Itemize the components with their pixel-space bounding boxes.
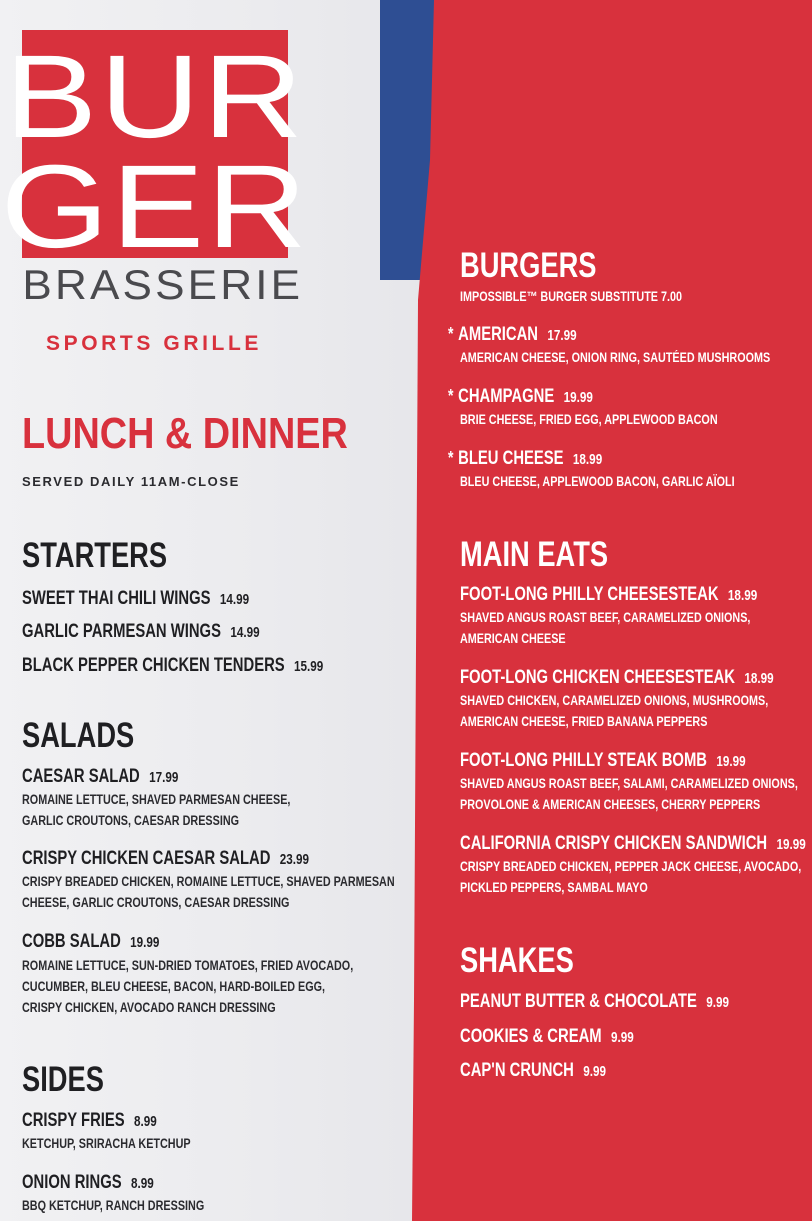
item-name: COBB SALAD — [22, 931, 121, 952]
desc-line: CHEESE, GARLIC CROUTONS, CAESAR DRESSING — [22, 895, 290, 910]
sports-grille-tagline: SPORTS GRILLE — [46, 332, 262, 355]
star-marker: * — [448, 324, 454, 344]
desc-line: AMERICAN CHEESE, FRIED BANANA PEPPERS — [460, 714, 708, 729]
logo-word-bur: BUR — [4, 31, 306, 163]
desc-line: PROVOLONE & AMERICAN CHEESES, CHERRY PEPPERS — [460, 797, 761, 812]
item-price: 18.99 — [727, 587, 758, 604]
desc-line: CUCUMBER, BLEU CHEESE, BACON, HARD-BOILED EGG, — [22, 979, 326, 994]
item-name: COOKIES & CREAM — [460, 1026, 602, 1047]
item-description — [460, 409, 718, 430]
burger-substitute-note: IMPOSSIBLE™ BURGER SUBSTITUTE 7.00 — [460, 289, 683, 304]
desc-line: BRIE CHEESE, FRIED EGG, APPLEWOOD BACON — [460, 412, 718, 427]
item-price: 19.99 — [776, 836, 806, 853]
starter-item — [22, 621, 260, 643]
item-name: ONION RINGS — [22, 1172, 122, 1193]
item-name: FOOT-LONG PHILLY CHEESESTEAK — [460, 584, 719, 605]
salad-item — [22, 848, 309, 870]
star-marker: * — [448, 448, 454, 468]
desc-line: AMERICAN CHEESE — [460, 631, 566, 646]
main-item — [460, 584, 757, 606]
item-name: CAP'N CRUNCH — [460, 1060, 574, 1081]
desc-line: ROMAINE LETTUCE, SHAVED PARMESAN CHEESE, — [22, 792, 291, 807]
item-name: CALIFORNIA CRISPY CHICKEN SANDWICH — [460, 833, 768, 854]
item-name: FOOT-LONG CHICKEN CHEESESTEAK — [460, 667, 736, 688]
salad-item — [22, 766, 178, 788]
starter-item — [22, 655, 323, 677]
burger-item — [448, 448, 602, 470]
item-price: 9.99 — [610, 1029, 634, 1046]
desc-line: ROMAINE LETTUCE, SUN-DRIED TOMATOES, FRIED AVOCADO, — [22, 958, 354, 973]
item-description — [460, 856, 801, 898]
desc-line: SHAVED ANGUS ROAST BEEF, CARAMELIZED ONIONS, — [460, 610, 751, 625]
item-description — [22, 1133, 191, 1154]
item-name: CRISPY CHICKEN CAESAR SALAD — [22, 848, 271, 869]
star-marker: * — [448, 386, 454, 406]
desc-line: KETCHUP, SRIRACHA KETCHUP — [22, 1136, 191, 1151]
item-price: 14.99 — [230, 624, 260, 641]
item-description — [22, 871, 395, 913]
starters-heading: STARTERS — [22, 536, 168, 575]
desc-line: SHAVED ANGUS ROAST BEEF, SALAMI, CARAMELIZED ONIONS, — [460, 776, 798, 791]
salad-item — [22, 931, 159, 953]
main-eats-heading: MAIN EATS — [460, 535, 609, 574]
item-name: FOOT-LONG PHILLY STEAK BOMB — [460, 750, 708, 771]
item-price: 18.99 — [572, 451, 603, 468]
item-description — [22, 955, 353, 1018]
item-price: 19.99 — [716, 753, 746, 770]
item-name: CRISPY FRIES — [22, 1110, 125, 1131]
item-price: 15.99 — [294, 658, 324, 675]
served-hours: SERVED DAILY 11AM-CLOSE — [22, 474, 240, 489]
item-name: BLEU CHEESE — [458, 448, 564, 469]
side-item — [22, 1172, 154, 1194]
item-name: CAESAR SALAD — [22, 766, 140, 787]
menu-title: LUNCH & DINNER — [22, 409, 348, 458]
shake-item — [460, 991, 729, 1013]
desc-line: PICKLED PEPPERS, SAMBAL MAYO — [460, 880, 648, 895]
item-description — [460, 471, 735, 492]
main-item — [460, 667, 774, 689]
item-price: 18.99 — [744, 670, 774, 687]
item-description — [22, 1195, 204, 1216]
desc-line: CRISPY CHICKEN, AVOCADO RANCH DRESSING — [22, 1000, 276, 1015]
burger-logo — [0, 30, 310, 273]
item-price: 9.99 — [706, 994, 729, 1011]
brasserie-wordmark: BRASSERIE — [22, 261, 304, 308]
salads-heading: SALADS — [22, 716, 135, 755]
item-name: AMERICAN — [458, 324, 539, 345]
desc-line: AMERICAN CHEESE, ONION RING, SAUTÉED MUSHROOMS — [460, 350, 771, 365]
item-name: CHAMPAGNE — [458, 386, 555, 407]
item-description — [460, 690, 768, 732]
sides-heading: SIDES — [22, 1060, 104, 1099]
desc-line: BLEU CHEESE, APPLEWOOD BACON, GARLIC AÏOLI — [460, 474, 735, 489]
item-price: 17.99 — [547, 327, 577, 344]
shake-item — [460, 1060, 606, 1082]
item-description — [460, 773, 798, 815]
desc-line: BBQ KETCHUP, RANCH DRESSING — [22, 1198, 205, 1213]
item-price: 23.99 — [279, 851, 310, 868]
desc-line: GARLIC CROUTONS, CAESAR DRESSING — [22, 813, 240, 828]
side-item — [22, 1110, 157, 1132]
main-item — [460, 750, 746, 772]
item-price: 8.99 — [134, 1113, 157, 1130]
item-name: BLACK PEPPER CHICKEN TENDERS — [22, 655, 285, 676]
logo-word-ger: GER — [0, 141, 310, 273]
item-price: 17.99 — [149, 769, 179, 786]
item-description — [22, 789, 290, 831]
item-name: GARLIC PARMESAN WINGS — [22, 621, 221, 642]
desc-line: SHAVED CHICKEN, CARAMELIZED ONIONS, MUSHROOMS, — [460, 693, 769, 708]
desc-line: CRISPY BREADED CHICKEN, ROMAINE LETTUCE, SHAVED PARMESAN — [22, 874, 395, 889]
burgers-heading: BURGERS — [460, 246, 597, 285]
burger-item — [448, 324, 577, 346]
burger-item — [448, 386, 593, 408]
item-price: 19.99 — [563, 389, 593, 406]
item-description — [460, 347, 770, 368]
shake-item — [460, 1026, 634, 1048]
starter-item — [22, 588, 249, 610]
item-price: 8.99 — [130, 1175, 154, 1192]
item-name: PEANUT BUTTER & CHOCOLATE — [460, 991, 697, 1012]
main-item — [460, 833, 806, 855]
item-name: SWEET THAI CHILI WINGS — [22, 588, 211, 609]
desc-line: CRISPY BREADED CHICKEN, PEPPER JACK CHEESE, AVOCADO, — [460, 859, 802, 874]
shakes-heading: SHAKES — [460, 941, 574, 980]
item-price: 19.99 — [130, 934, 160, 951]
item-price: 9.99 — [583, 1063, 606, 1080]
item-description — [460, 607, 750, 649]
item-price: 14.99 — [219, 591, 250, 608]
